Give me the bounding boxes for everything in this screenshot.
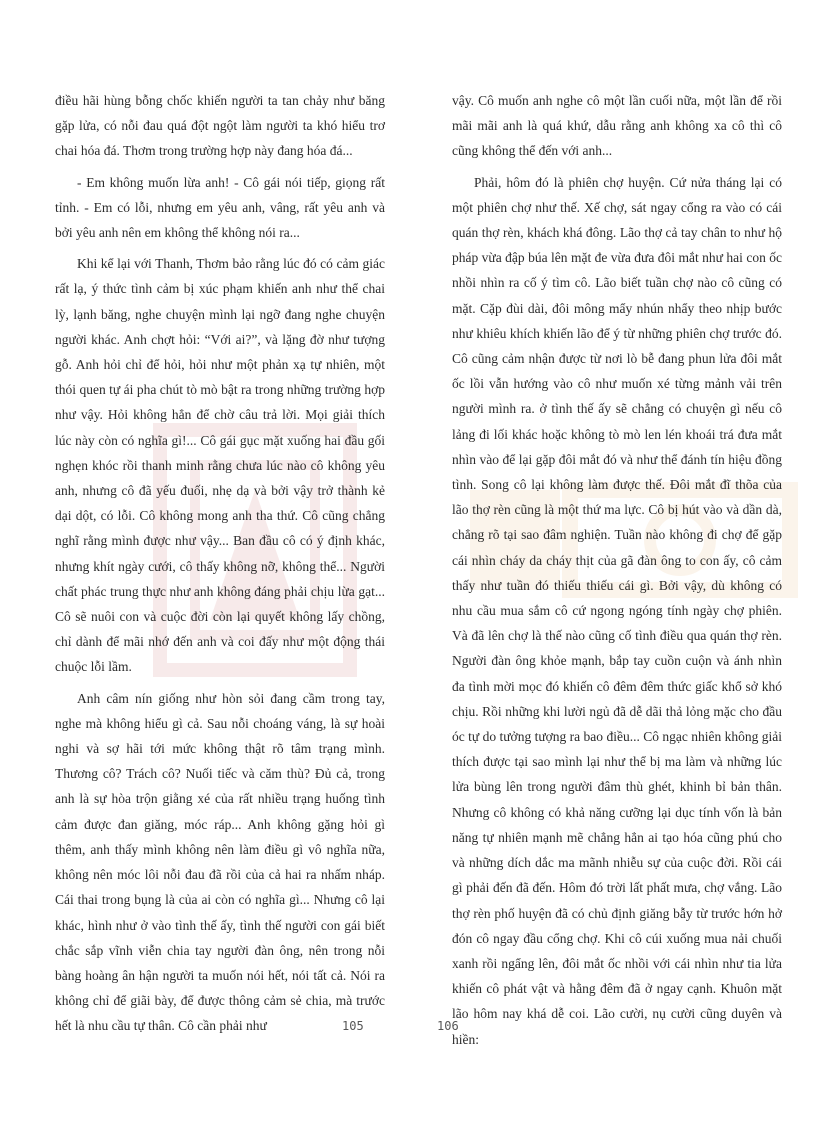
left-paragraph-3: Khi kể lại với Thanh, Thơm bảo rằng lúc đó có cảm giác rất lạ, ý thức tình cảm bị xúc phạm khiến anh như thể chai lỳ, lạnh băng, nghe chuyện mình lại ngỡ đang nghe chuyện người khác. Anh chợt hỏi: “Với ai?”, và lặng đờ như tượng gỗ. Anh hỏi chỉ để hỏi, hỏi như một phản xạ tự nhiên, một thói quen tự ái pha chút tò mò bật ra trong những trường hợp như vậy. Hỏi không hẳn để chờ câu trả lời. Mọi giải thích lúc này còn có nghĩa gì!... Cô gái gục mặt xuống hai đầu gối nghẹn khóc rồi thanh minh rằng chưa lúc nào cô không yêu anh, nhưng cô đã yếu đuối, nhẹ dạ và bởi vậy trở thành kẻ dại dột, có lỗi. Cô không mong anh tha thứ. Cô cũng chẳng nghĩ rằng mình được như vậy... Ban đầu cô có ý định khác, nhưng khít ngày cưới, cô thấy không nỡ, không thể... Người chất phác trung thực như anh không đáng phải chịu lừa gạt... Cô sẽ nuôi con và cuộc đời còn lại quyết không lấy chồng, chỉ dành để mãi nhớ đến anh và coi đấy như một động thái chuộc lỗi lầm. [55, 256, 385, 675]
left-paragraph-2: - Em không muốn lừa anh! - Cô gái nói tiếp, giọng rất tỉnh. - Em có lỗi, nhưng em yêu anh, vâng, rất yêu anh và bởi yêu anh nên em không thể không nói ra... [55, 174, 385, 241]
left-paragraph-1: điều hãi hùng bỗng chốc khiến người ta tan chảy như băng gặp lửa, có nỗi đau quá đột ngột làm người ta khó hiểu trơ chai hóa đá. Thơm trong trường hợp này đang hóa đá... [55, 93, 385, 159]
right-page-text [452, 88, 782, 1052]
right-paragraph-1: vậy. Cô muốn anh nghe cô một lần cuối nữa, một lần để rồi mãi mãi anh là quá khứ, dẫu rằng anh không xa cô thì cô cũng không thể đến với anh... [452, 93, 782, 159]
left-paragraph-4: Anh câm nín giống như hòn sỏi đang cầm trong tay, nghe mà không hiểu gì cả. Sau nỗi choáng váng, là sự hoài nghi và sợ hãi tới mức không thật rõ tâm trạng mình. Thương cô? Trách cô? Nuối tiếc và căm thù? Đủ cả, trong anh là sự hòa trộn giằng xé của rất nhiều trạng huống tình cảm được đan giăng, móc ráp... Anh không gặng hỏi gì thêm, anh thấy mình không nên làm điều gì vô nghĩa nữa, không nên móc lôi nỗi đau đã rồi của cả hai ra nhấm nháp. Cái thai trong bụng là của ai còn có nghĩa gì... Nhưng cô lại khác, hình như ở vào tình thế ấy, tình thế người con gái biết chắc sắp vĩnh viễn chia tay người đàn ông, nên trong nỗi bàng hoàng ân hận người ta muốn nói hết, nói tất cả. Nói ra không chỉ để giãi bày, để được thông cảm sẻ chia, mà trước hết là nhu cầu tự thân. Cô cần phải như [55, 690, 385, 1034]
right-paragraph-2: Phải, hôm đó là phiên chợ huyện. Cứ nửa tháng lại có một phiên chợ như thế. Xế chợ, sát ngay cổng ra vào có cái quán thợ rèn, khách khá đông. Lão thợ cả tay chân to như hộ pháp vừa đập búa lên mặt đe vừa đưa đôi mắt như hai con ốc nhồi nhìn ra cố ý tìm cô. Lão biết tuần chợ nào cô cũng có mặt. Cặp đùi dài, đôi mông mẩy nhún nhẩy theo nhịp bước như khiêu khích khiến lão để ý từ những phiên chợ trước đó. Cô cũng cảm nhận được từ nơi lò bễ đang phun lửa đôi mắt ốc lồi vẫn hướng vào cô như muốn xé từng mảnh vải trên người mình ra. ở tình thế ấy sẽ chẳng có chuyện gì nếu cô lảng đi lối khác hoặc không tò mò len lén khoái trá đưa mắt nhìn vào để lại gặp đôi mắt đó và như thể đánh tín hiệu đồng tình. Song cô lại không làm được thế. Đôi mắt đĩ thõa của lão thợ rèn cũng là một thứ ma lực. Cô bị hút vào và dần dà, chẳng rõ tại sao đâm nghiện. Tuần nào không đi chợ để gặp cái nhìn cháy da cháy thịt của gã đàn ông to con ấy, cô cảm thấy như tuần đó thiếu thiếu cái gì. Bởi vậy, dù không có nhu cầu mua sắm cô cứ ngong ngóng tính ngày chợ phiên. Và đã lên chợ là thế nào cũng cố tình điều qua quán thợ rèn. Người đàn ông khỏe mạnh, bắp tay cuồn cuộn và ánh nhìn đa tình mời mọc đó khiến cô đêm đêm thức giấc khổ sở khó chịu. Rồi những khi lười ngủ đã dễ dãi thả lỏng mặc cho đầu óc tự do tưởng tượng ra bao điều... Cô ngạc nhiên không giải thích được tại sao mình lại như thể bị ma làm và những lúc lửa bùng lên trong người đâm thù ghét, khinh bỉ bản thân. Nhưng cô không có khả năng cưỡng lại dục tính vốn là bản năng tự nhiên mạnh mẽ chẳng hẳn ai tạo hóa cũng phú cho và những dích dắc ma mãnh nhiễu sự của cuộc đời. Rồi cái gì phải đến đã đến. Hôm đó trời lất phất mưa, chợ vắng. Lão thợ rèn phố huyện đã có chủ định giăng bẫy từ trước hớn hở đón cô ngay đầu cổng chợ. Khi cô cúi xuống mua nải chuối xanh rồi ngẩng lên, đôi mắt ốc nhồi với cái nhìn như tia lửa khiến cô phát vật và hằng đêm đã ở ngay cạnh. Khuôn mặt lão hôm nay khá dễ coi. Lão cười, nụ cười cũng duyên và hiền: [452, 174, 782, 1047]
right-page-number: 106 [437, 1019, 459, 1033]
left-page-number: 105 [342, 1019, 364, 1033]
left-page-text [55, 88, 385, 1039]
